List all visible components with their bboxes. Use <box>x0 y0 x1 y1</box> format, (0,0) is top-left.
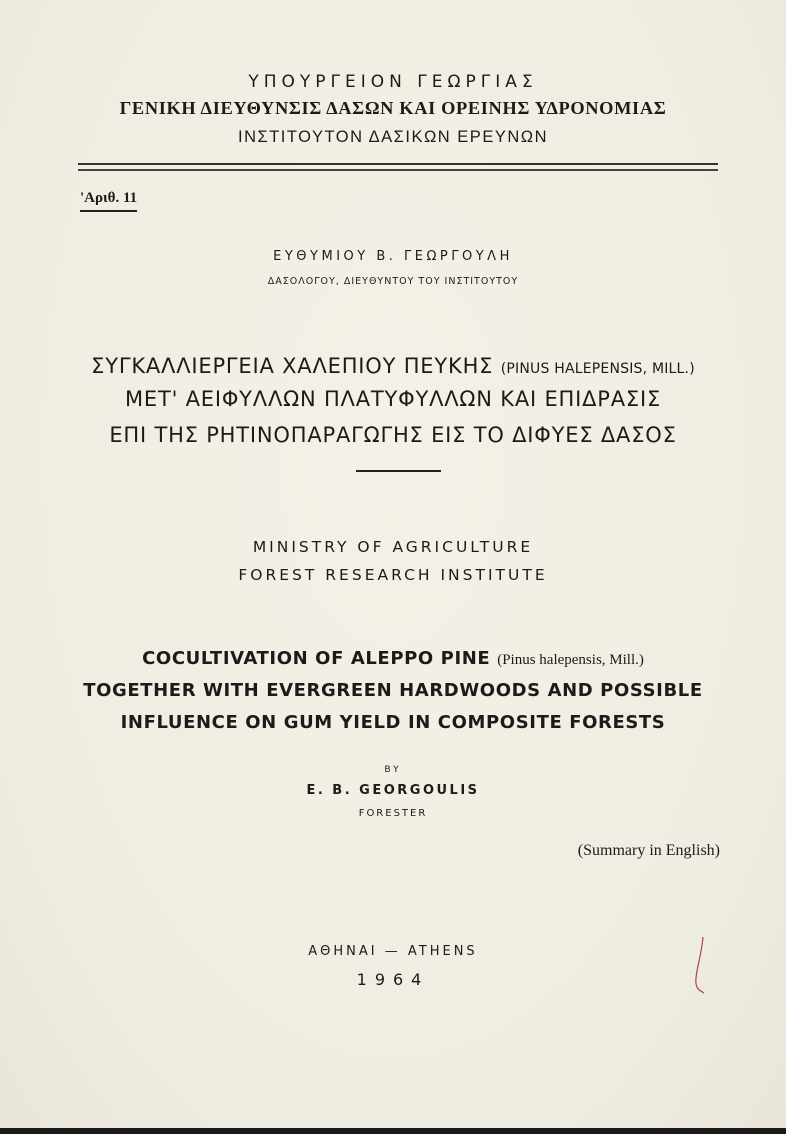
title-english-line-3: INFLUENCE ON GUM YIELD IN COMPOSITE FORESTS <box>120 712 666 733</box>
title-greek-line-1 <box>0 354 786 378</box>
title-greek-latin-name: (PINUS HALEPENSIS, MILL.) <box>500 361 695 377</box>
title-english-line-1-text: COCULTIVATION OF ALEPPO PINE <box>142 648 491 669</box>
header-rule-bottom <box>78 169 718 171</box>
ministry-name-greek: ΥΠΟΥΡΓΕΙΟΝ ΓΕΩΡΓΙΑΣ <box>248 72 538 92</box>
institute-name-greek: ΙΝΣΤΙΤΟΥΤΟΝ ΔΑΣΙΚΩΝ ΕΡΕΥΝΩΝ <box>238 128 548 146</box>
author-name-english: E. B. GEORGOULIS <box>306 783 480 798</box>
title-separator-rule <box>356 470 441 472</box>
series-number: 'Αριθ. 11 <box>80 190 137 212</box>
author-title-greek: ΔΑΣΟΛΟΓΟΥ, ΔΙΕΥΘΥΝΤΟΥ ΤΟΥ ΙΝΣΤΙΤΟΥΤΟΥ <box>267 276 519 287</box>
by-label: BY <box>384 765 402 775</box>
imprint-year: 1964 <box>356 970 430 989</box>
author-role-english: FORESTER <box>358 808 428 819</box>
summary-note: (Summary in English) <box>577 842 720 859</box>
title-english-line-2: TOGETHER WITH EVERGREEN HARDWOODS AND POSSIBLE <box>83 680 703 701</box>
title-greek-line-1-text: ΣΥΓΚΑΛΛΙΕΡΓΕΙΑ ΧΑΛΕΠΙΟΥ ΠΕΥΚΗΣ <box>91 354 494 378</box>
title-greek-line-3: ΕΠΙ ΤΗΣ ΡΗΤΙΝΟΠΑΡΑΓΩΓΗΣ ΕΙΣ ΤΟ ΔΙΦΥΕΣ ΔΑΣΟΣ <box>109 423 677 447</box>
imprint-place: ΑΘΗΝΑΙ — ATHENS <box>308 944 478 959</box>
pen-mark-icon <box>690 935 710 995</box>
header-rule-top <box>78 163 718 165</box>
author-name-greek: ΕΥΘΥΜΙΟΥ Β. ΓΕΩΡΓΟΥΛΗ <box>273 249 513 264</box>
title-english-line-1 <box>0 648 786 669</box>
title-greek-line-2: ΜΕΤ' ΑΕΙΦΥΛΛΩΝ ΠΛΑΤΥΦΥΛΛΩΝ ΚΑΙ ΕΠΙΔΡΑΣΙΣ <box>124 387 662 411</box>
ministry-name-english: MINISTRY OF AGRICULTURE <box>252 538 534 556</box>
directorate-name-greek: ΓΕΝΙΚΗ ΔΙΕΥΘΥΝΣΙΣ ΔΑΣΩΝ ΚΑΙ ΟΡΕΙΝΗΣ ΥΔΡΟΝΟΜΙΑΣ <box>119 98 667 118</box>
institute-name-english: FOREST RESEARCH INSTITUTE <box>238 566 548 584</box>
title-english-latin-name: (Pinus halepensis, Mill.) <box>497 652 644 668</box>
